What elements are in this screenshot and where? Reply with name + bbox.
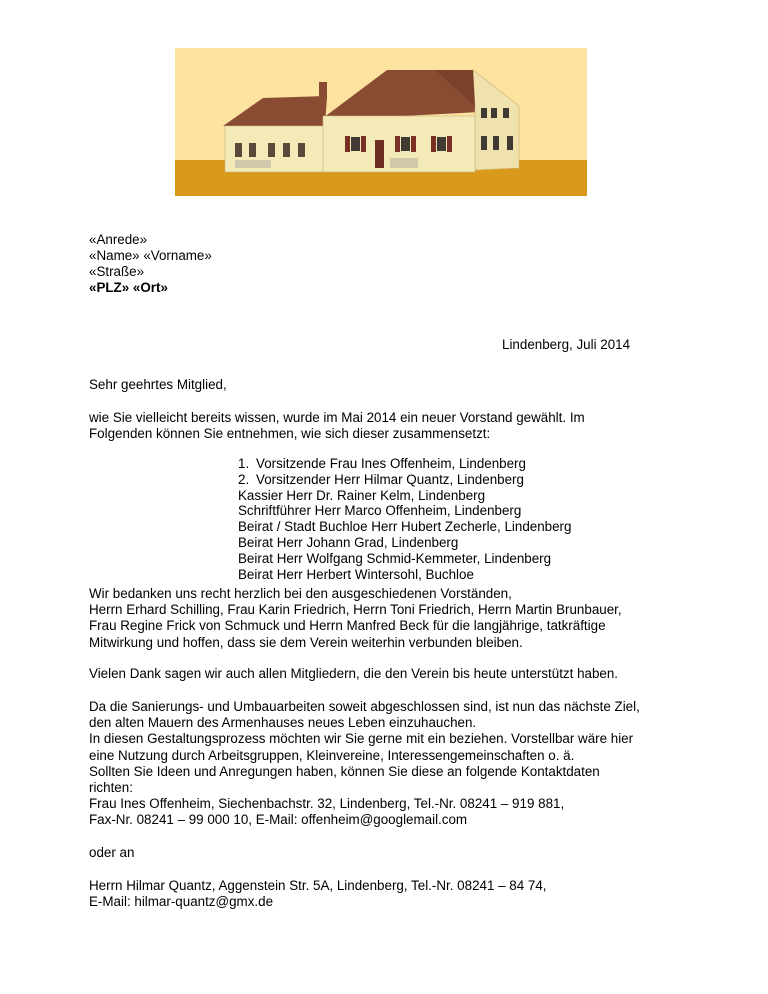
- board-members-list: [238, 456, 571, 582]
- list-number: 2.: [238, 471, 250, 487]
- paragraph-line: Sollten Sie Ideen und Anregungen haben, können Sie diese an folgende Kontaktdaten: [89, 763, 600, 779]
- list-item-text: Beirat Herr Johann Grad, Lindenberg: [238, 534, 459, 550]
- paragraph-line: E-Mail: hilmar-quantz@gmx.de: [89, 894, 274, 910]
- list-item-text: Vorsitzende Frau Ines Offenheim, Lindenberg: [256, 456, 526, 471]
- list-item: [238, 503, 571, 519]
- house-illustration-icon: [175, 48, 587, 196]
- paragraph-line: Wir bedanken uns recht herzlich bei den ausgeschiedenen Vorständen,: [89, 586, 512, 601]
- list-item-text: Schriftführer Herr Marco Offenheim, Lindenberg: [238, 503, 522, 519]
- paragraph-line: Herrn Erhard Schilling, Frau Karin Friedrich, Herrn Toni Friedrich, Herrn Martin Brunbauer,: [89, 602, 622, 618]
- oder-an-text: oder an: [89, 845, 135, 860]
- members-paragraph: [89, 666, 689, 682]
- list-number: 1.: [238, 456, 250, 471]
- list-item: [238, 456, 571, 472]
- list-item: [238, 535, 571, 551]
- list-item-text: Vorsitzender Herr Hilmar Quantz, Lindenberg: [256, 471, 524, 487]
- paragraph-line: Herrn Hilmar Quantz, Aggenstein Str. 5A, Lindenberg, Tel.-Nr. 08241 – 84 74,: [89, 878, 547, 893]
- paragraph-line: wie Sie vielleicht bereits wissen, wurde im Mai 2014 ein neuer Vorstand gewählt. Im: [89, 410, 585, 425]
- list-item: [238, 551, 571, 567]
- address-street-field: «Straße»: [89, 264, 145, 279]
- list-item: [238, 519, 571, 535]
- letter-salutation: Sehr geehrtes Mitglied,: [89, 377, 227, 392]
- paragraph-line: In diesen Gestaltungsprozess möchten wir Sie gerne mit ein beziehen. Vorstellbar wäre hier: [89, 731, 634, 747]
- address-city-field: «PLZ» «Ort»: [89, 280, 168, 295]
- recipient-address: [89, 232, 212, 296]
- paragraph-line: Mitwirkung und hoffen, dass sie dem Verein weiterhin verbunden bleiben.: [89, 634, 523, 650]
- address-salutation-field: «Anrede»: [89, 232, 148, 247]
- list-item-text: Beirat Herr Wolfgang Schmid-Kemmeter, Lindenberg: [238, 550, 552, 566]
- paragraph-line: richten:: [89, 780, 133, 796]
- paragraph-line: Frau Regine Frick von Schmuck und Herrn Manfred Beck für die langjährige, tatkräftige: [89, 618, 606, 634]
- paragraph-line: eine Nutzung durch Arbeitsgruppen, Kleinvereine, Interessengemeinschaften o. ä.: [89, 747, 575, 763]
- paragraph-line: den alten Mauern des Armenhauses neues Leben einzuhauchen.: [89, 715, 477, 731]
- list-item: [238, 567, 571, 583]
- thanks-paragraph: [89, 586, 689, 651]
- list-item-text: Kassier Herr Dr. Rainer Kelm, Lindenberg: [238, 487, 486, 503]
- paragraph-line: Fax-Nr. 08241 – 99 000 10, E-Mail: offenheim@googlemail.com: [89, 812, 468, 828]
- contact-offenheim: [89, 796, 689, 828]
- paragraph-line: Frau Ines Offenheim, Siechenbachstr. 32, Lindenberg, Tel.-Nr. 08241 – 919 881,: [89, 796, 565, 811]
- address-name-field: «Name» «Vorname»: [89, 248, 212, 263]
- paragraph-line: Da die Sanierungs- und Umbauarbeiten soweit abgeschlossen sind, ist nun das nächste Ziel,: [89, 699, 640, 714]
- contact-quantz: [89, 878, 689, 910]
- list-item-text: Beirat / Stadt Buchloe Herr Hubert Zecherle, Lindenberg: [238, 519, 572, 535]
- letter-date: Lindenberg, Juli 2014: [502, 337, 631, 352]
- intro-paragraph: [89, 410, 689, 442]
- list-item-text: Beirat Herr Herbert Wintersohl, Buchloe: [238, 566, 474, 582]
- list-item: [238, 488, 571, 504]
- renovation-paragraph: [89, 699, 689, 796]
- list-item: [238, 472, 571, 488]
- paragraph-line: Vielen Dank sagen wir auch allen Mitgliedern, die den Verein bis heute unterstützt haben.: [89, 666, 619, 681]
- header-house-image: [175, 48, 587, 196]
- paragraph-line: Folgenden können Sie entnehmen, wie sich dieser zusammensetzt:: [89, 426, 491, 442]
